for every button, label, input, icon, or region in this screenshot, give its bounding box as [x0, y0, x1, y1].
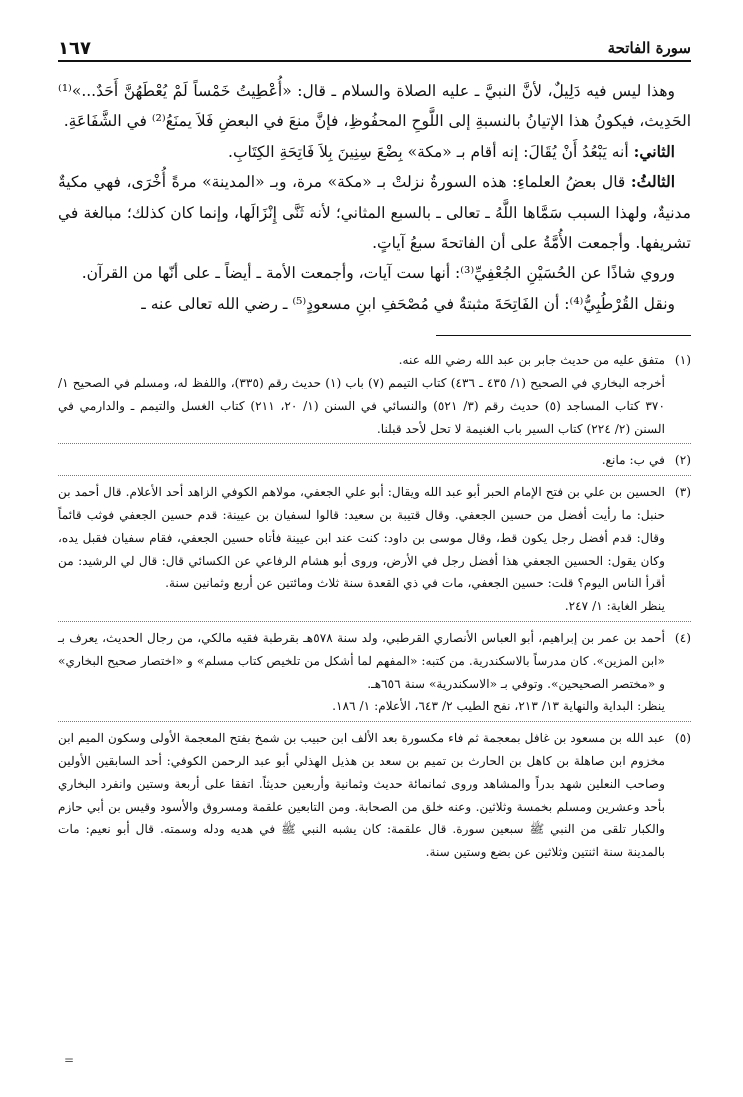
footnote — [58, 481, 691, 618]
paragraph-4: وروي شاذًا عن الحُسَيْنِ الجُعْفِيِّ⁽³⁾: أنها ست آيات، وأجمعت الأمة ـ أيضاً ـ على أنّها من القرآن. — [81, 264, 675, 283]
page-header — [58, 32, 691, 62]
footnote — [58, 349, 691, 440]
footnote-line: متفق عليه من حديث جابر بن عبد الله رضي الله عنه. — [398, 353, 665, 368]
paragraph-3-text: قال بعضُ العلماءِ: هذه السورةُ نزلتْ بـ «مكة» مرة، وبـ «المدينة» مرةً أُخْرَى، فهي مكيةٌ مدنيةٌ، ولهذا السبب سَمَّاها اللَّهُ ـ تعالى ـ بالسبع المثاني؛ لأنه ثَنَّى إِنْزَالَها، وإنما كان كذلك؛ مبالغة في تشريفها. وأجمعت الأُمَّةُ على أن الفاتحةَ سبعُ آياتٍ. — [58, 173, 691, 253]
footnote-separator — [58, 475, 691, 476]
footnote-number: (٥) — [674, 731, 691, 746]
footnote-number: (٣) — [674, 485, 691, 500]
main-text — [58, 76, 691, 319]
surah-title: سورة الفاتحة — [607, 39, 691, 57]
footnote — [58, 627, 691, 718]
footnote-divider — [436, 335, 691, 336]
paragraph-2 — [58, 137, 691, 167]
margin-mark: = — [64, 1053, 75, 1067]
paragraph-2-label: الثاني: — [633, 141, 675, 161]
paragraph-5: ونقل القُرْطُبِيُّ⁽⁴⁾: أن الفَاتِحَةَ مثبتةٌ في مُصْحَفِ ابنِ مسعودٍ⁽⁵⁾ ـ رضي الله تعالى عنه ـ — [141, 294, 675, 313]
footnotes — [58, 349, 691, 864]
paragraph-2-text: أنه يَبْعُدُ أَنْ يُقَالَ: إنه أقام بـ «مكة» بِضْعَ سِنِينَ بِلاَ فَاتِحَةِ الكِتَابِ. — [228, 142, 634, 161]
paragraph-3 — [58, 167, 691, 258]
footnote-separator — [58, 621, 691, 622]
footnote — [58, 727, 691, 864]
footnote-number: (٤) — [674, 631, 691, 646]
footnote-line: أحمد بن عمر بن إبراهيم، أبو العباس الأنصاري القرطبي، ولد سنة ٥٧٨هـ بقرطبة فقيه مالكي، من رجال الحديث، يعرف بـ «ابن المزين». كان مدرساً بالاسكندرية. من كتبه: «المفهم لما أشكل من تلخيص كتاب مسلم» و «اختصار صحيح البخاري» و «مختصر الصحيحين». وتوفي بـ «الاسكندرية» سنة ٦٥٦هـ. — [58, 631, 665, 691]
footnote-line: ينظر: البداية والنهاية ١٣/ ٢١٣، نفح الطيب ٢/ ٦٤٣، الأعلام: ١/ ١٨٦. — [332, 699, 665, 714]
footnote-line: عبد الله بن مسعود بن غافل بمعجمة ثم فاء مكسورة بعد الألف ابن حبيب بن شمخ بفتح المعجمة الأولى وسكون الميم ابن مخزوم ابن صاهلة بن كاهل بن الحارث بن تميم بن سعد بن هذيل الهذلي أبو عبد الرحمن الكوفي: أحد السابقين الأولين وصاحب النعلين شهد بدراً والمشاهد وروى ثمانمائة حديث وثمانية وأربعين حديثاً. اتفقا على أربعة وستين وانفرد البخاري بأحد وعشرين ومسلم بخمسة وثلاثين. وعنه خلق من الصحابة. ومن التابعين علقمة ومسروق والأسود وقيس بن أبي حازم والكبار تلقى من النبي ﷺ سبعين سورة. قال علقمة: كان يشبه النبي ﷺ في هديه ودله وسمته. قال أبو نعيم: مات بالمدينة سنة اثنتين وثلاثين عن بضع وستين سنة. — [58, 731, 665, 860]
footnote-separator — [58, 721, 691, 722]
footnote-separator — [58, 443, 691, 444]
footnote-line: الحسين بن علي بن فتح الإمام الحبر أبو عبد الله ويقال: أبو علي الجعفي، مولاهم الكوفي الزاهد أحد الأعلام. قال أحمد بن حنبل: ما رأيت أفضل من حسين الجعفي. وقال قتيبة بن سعيد: قالوا لسفيان بن عيينة: قدم حسين الجعفي فوثب قائماً وقال: قدم أفضل رجل يكون قط، وقال موسى بن داود: كنت عند ابن عيينة فأتاه حسين الجعفي، فقام سفيان فقبل يده، وكان يقول: الحسين الجعفي هذا أفضل رجل في الأرض، وروى أبو هشام الرفاعي عن الكسائي قال: قال لي الرشيد: من أقرأ الناس اليوم؟ قلت: حسين الجعفي، مات في ذي القعدة سنة ثلاث ومائتين عن أربع وثمانين سنة. — [58, 485, 665, 591]
paragraph-1: وهذا ليس فيه دَلِيلٌ، لأنَّ النبيَّ ـ عليه الصلاة والسلام ـ قال: «أُعْطِيتُ خَمْساً لَمْ يُعْطَهُنَّ أَحَدٌ...»⁽¹⁾ الحَدِيث، فيكونُ هذا الإتيانُ بالنسبةِ إلى اللَّوحِ المحفُوظِ، فإنَّ منعَ في البعضِ فَلاَ يمنَعُ⁽²⁾ في الشَّفَاعَةِ. — [58, 82, 691, 131]
footnote-line: ينظر الغاية: ١/ ٢٤٧. — [564, 599, 665, 614]
footnote — [58, 449, 691, 472]
footnote-line: أخرجه البخاري في الصحيح (١/ ٤٣٥ ـ ٤٣٦) كتاب التيمم (٧) باب (١) حديث رقم (٣٣٥)، واللفظ له، ومسلم في الصحيح ١/ ٣٧٠ كتاب المساجد (٥) حديث رقم (٣/ ٥٢١) والنسائي في السنن (١/ ٢٠، ٢١١) كتاب الغسل والتيمم ـ والدارمي في السنن (٢/ ٢٢٤) كتاب السير باب الغنيمة لا تحل لأحد قبلنا. — [58, 376, 665, 436]
footnote-number: (٢) — [674, 453, 691, 468]
page-number: ١٦٧ — [58, 38, 91, 59]
footnote-number: (١) — [674, 353, 691, 368]
paragraph-3-label: الثالثُ: — [630, 172, 675, 192]
footnote-line: في ب: مانع. — [601, 453, 665, 468]
